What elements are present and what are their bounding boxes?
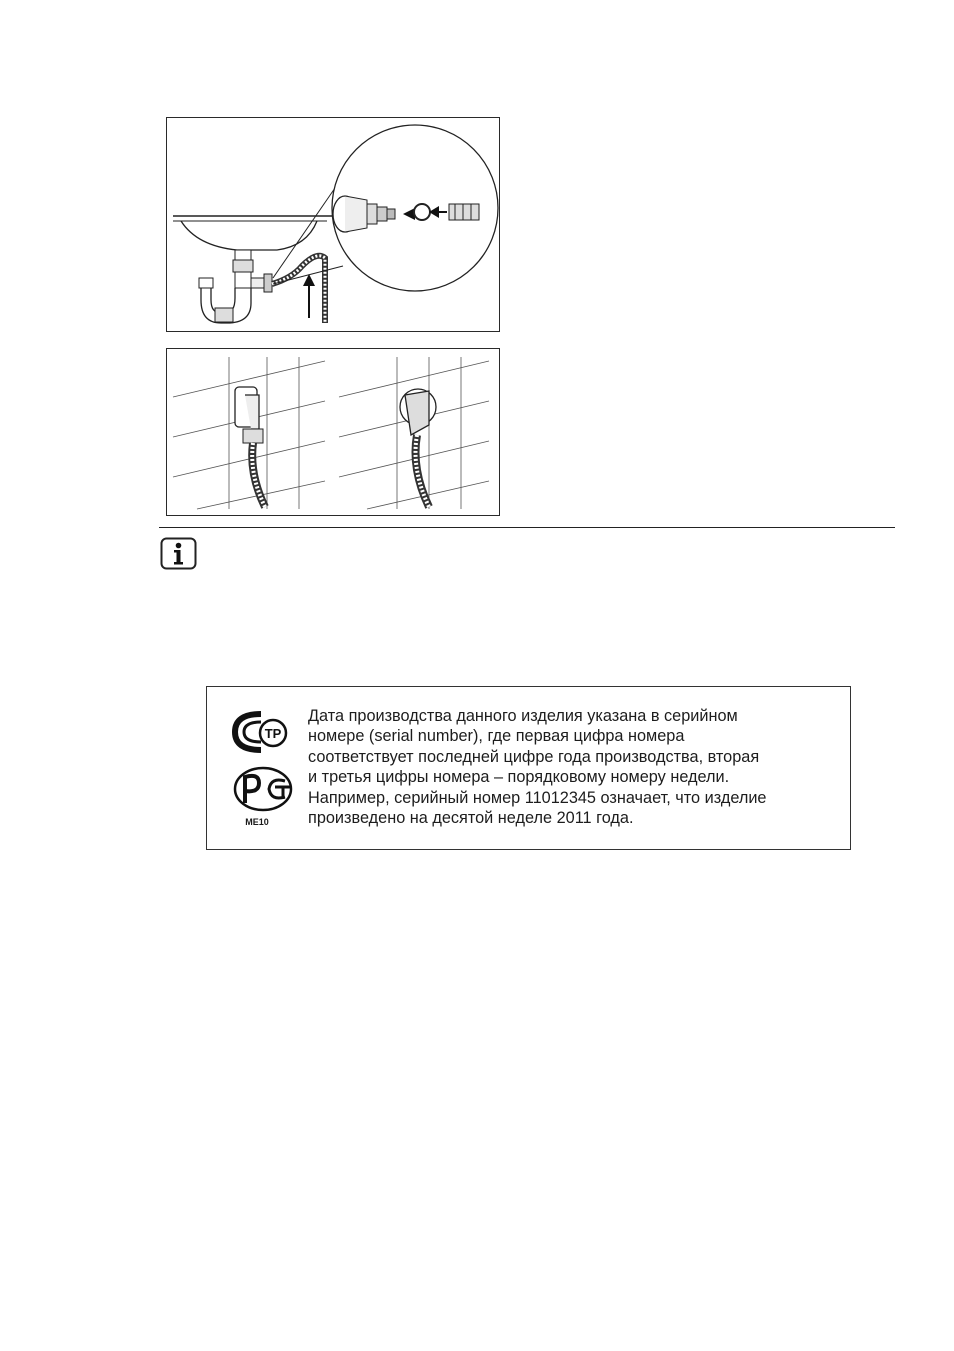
sink-siphon-illustration [167,118,499,331]
certification-marks [229,707,299,832]
certification-text [308,706,838,828]
eac-mark [235,714,286,750]
rst-mark [235,768,291,810]
certification-box [206,686,851,850]
wall-connection-figure [166,348,500,516]
wall-outlet-illustration [167,349,499,515]
cert-line: Дата производства данного изделия указана в серийном [308,707,738,725]
cert-line: и третья цифры номера – порядковому номеру недели. [308,768,730,787]
cert-line: номере (serial number), где первая цифра номера [308,727,685,746]
sink-connection-figure [166,117,500,332]
svg-text:TP: TP [264,726,282,741]
cert-line: Например, серийный номер 11012345 означает, что изделие [308,788,767,807]
cert-line: соответствует последней цифре года производства, вторая [308,747,760,766]
cert-line: произведено на десятой неделе 2011 года. [308,809,634,828]
certification-code: ME10 [245,817,269,827]
info-icon [160,537,197,570]
section-divider [159,527,895,528]
